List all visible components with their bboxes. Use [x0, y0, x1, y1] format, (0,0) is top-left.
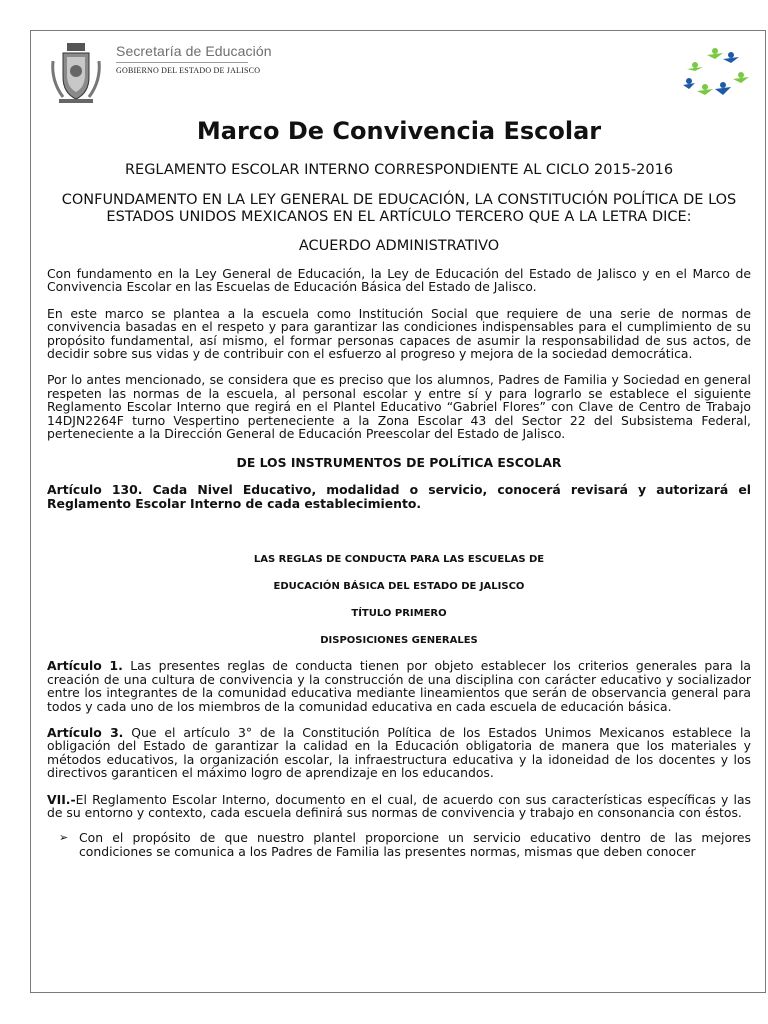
paragraph-fundamento: Con fundamento en la Ley General de Educación, la Ley de Educación del Estado de Jalisco y en el Marco de Convivencia Escolar en las Escuelas de Educación Básica del Estado de Jalisco. — [47, 266, 751, 295]
logo-divider — [116, 62, 248, 63]
jalisco-coat-of-arms-icon — [49, 41, 103, 105]
bullet-text: Con el propósito de que nuestro plantel proporcione un servicio educativo dentro de las mejores condiciones se comunica a los Padres de Familia las presentes normas, mismas que deben conocer — [79, 830, 751, 859]
arrow-bullet-icon: ➢ — [59, 831, 69, 845]
articulo-3-label: Artículo 3. — [47, 724, 124, 740]
rules-heading-line1: LAS REGLAS DE CONDUCTA PARA LAS ESCUELAS DE — [253, 554, 545, 566]
articulo-1-label: Artículo 1. — [47, 658, 123, 674]
organization-logo-text — [116, 43, 272, 75]
subtitle-acuerdo: ACUERDO ADMINISTRATIVO — [298, 238, 500, 254]
rules-heading-line3: TÍTULO PRIMERO — [351, 608, 447, 620]
paragraph-marco: En este marco se plantea a la escuela como Institución Social que requiere de una serie de normas de convivencia basadas en el respeto y para garantizar las condiciones indispensables para el cumplimiento de su propósito fundamental, así mismo, el formar personas capaces de asumir la responsabilidad de sus actos, de decidir sobre sus vidas y de contribuir con el esfuerzo al progreso y mejora de la sociedad democrática. — [47, 305, 751, 362]
fraccion-vii-text: El Reglamento Escolar Interno, documento en el cual, de acuerdo con sus características específicas y las de su entorno y contexto, cada escuela definirá sus normas de convivencia y trabajo en consonancia con éstos. — [47, 791, 751, 820]
organization-subtitle: GOBIERNO DEL ESTADO DE JALISCO — [116, 66, 261, 75]
articulo-130: Artículo 130. Cada Nivel Educativo, modalidad o servicio, conocerá revisará y autorizará el Reglamento Escolar Interno de cada establecimiento. — [47, 482, 751, 511]
subtitle-fundamento: CONFUNDAMENTO EN LA LEY GENERAL DE EDUCACIÓN, LA CONSTITUCIÓN POLÍTICA DE LOS ESTADOS UNIDOS MEXICANOS EN EL ARTÍCULO TERCERO QUE A LA LETRA DICE: — [61, 192, 737, 225]
document-body — [47, 111, 751, 858]
document-page — [30, 30, 766, 993]
articulo-3 — [47, 726, 751, 780]
articulo-3-text: Que el artículo 3° de la Constitución Política de los Estados Unimos Mexicanos establece la obligación del Estado de garantizar la calidad en la Educación obligatoria de manera que los materiales y métodos educativos, la organización escolar, la infraestructura educativa y la idoneidad de los docentes y los directivos garanticen el máximo logro de aprendizaje en los educandos. — [47, 724, 751, 781]
letterhead — [41, 31, 757, 111]
children-figures-logo-icon — [683, 45, 753, 101]
rules-heading-line4: DISPOSICIONES GENERALES — [320, 635, 478, 647]
document-title: Marco De Convivencia Escolar — [196, 117, 602, 145]
section-instrumentos-heading: DE LOS INSTRUMENTOS DE POLÍTICA ESCOLAR — [236, 455, 562, 471]
organization-title: Secretaría de Educación — [116, 43, 272, 59]
rules-heading-line2: EDUCACIÓN BÁSICA DEL ESTADO DE JALISCO — [273, 581, 525, 593]
paragraph-reglamento: Por lo antes mencionado, se considera que es preciso que los alumnos, Padres de Familia y Sociedad en general respeten las normas de la escuela, al personal escolar y entre sí y para lograrlo se establece el siguiente Reglamento Escolar Interno que regirá en el Plantel Educativo “Gabriel Flores” con Clave de Centro de Trabajo 14DJN2264F turno Vespertino perteneciente a la Zona Escolar 43 del Sector 22 del Subsistema Federal, perteneciente a la Dirección General de Educación Preescolar del Estado de Jalisco. — [47, 372, 751, 442]
bullet-item — [59, 831, 751, 858]
subtitle-reglamento: REGLAMENTO ESCOLAR INTERNO CORRESPONDIENTE AL CICLO 2015-2016 — [124, 162, 674, 178]
fraccion-vii-label: VII.- — [47, 791, 76, 807]
fraccion-vii — [47, 793, 751, 820]
articulo-1 — [47, 659, 751, 713]
articulo-1-text: Las presentes reglas de conducta tienen por objeto establecer los criterios generales para la creación de una cultura de convivencia y la construcción de una disciplina con carácter educativo y socializador entre los integrantes de la comunidad educativa mediante lineamientos que serán de observancia general para todos y cada uno de los miembros de la comunidad educativa en cada escuela de educación básica. — [47, 658, 751, 714]
